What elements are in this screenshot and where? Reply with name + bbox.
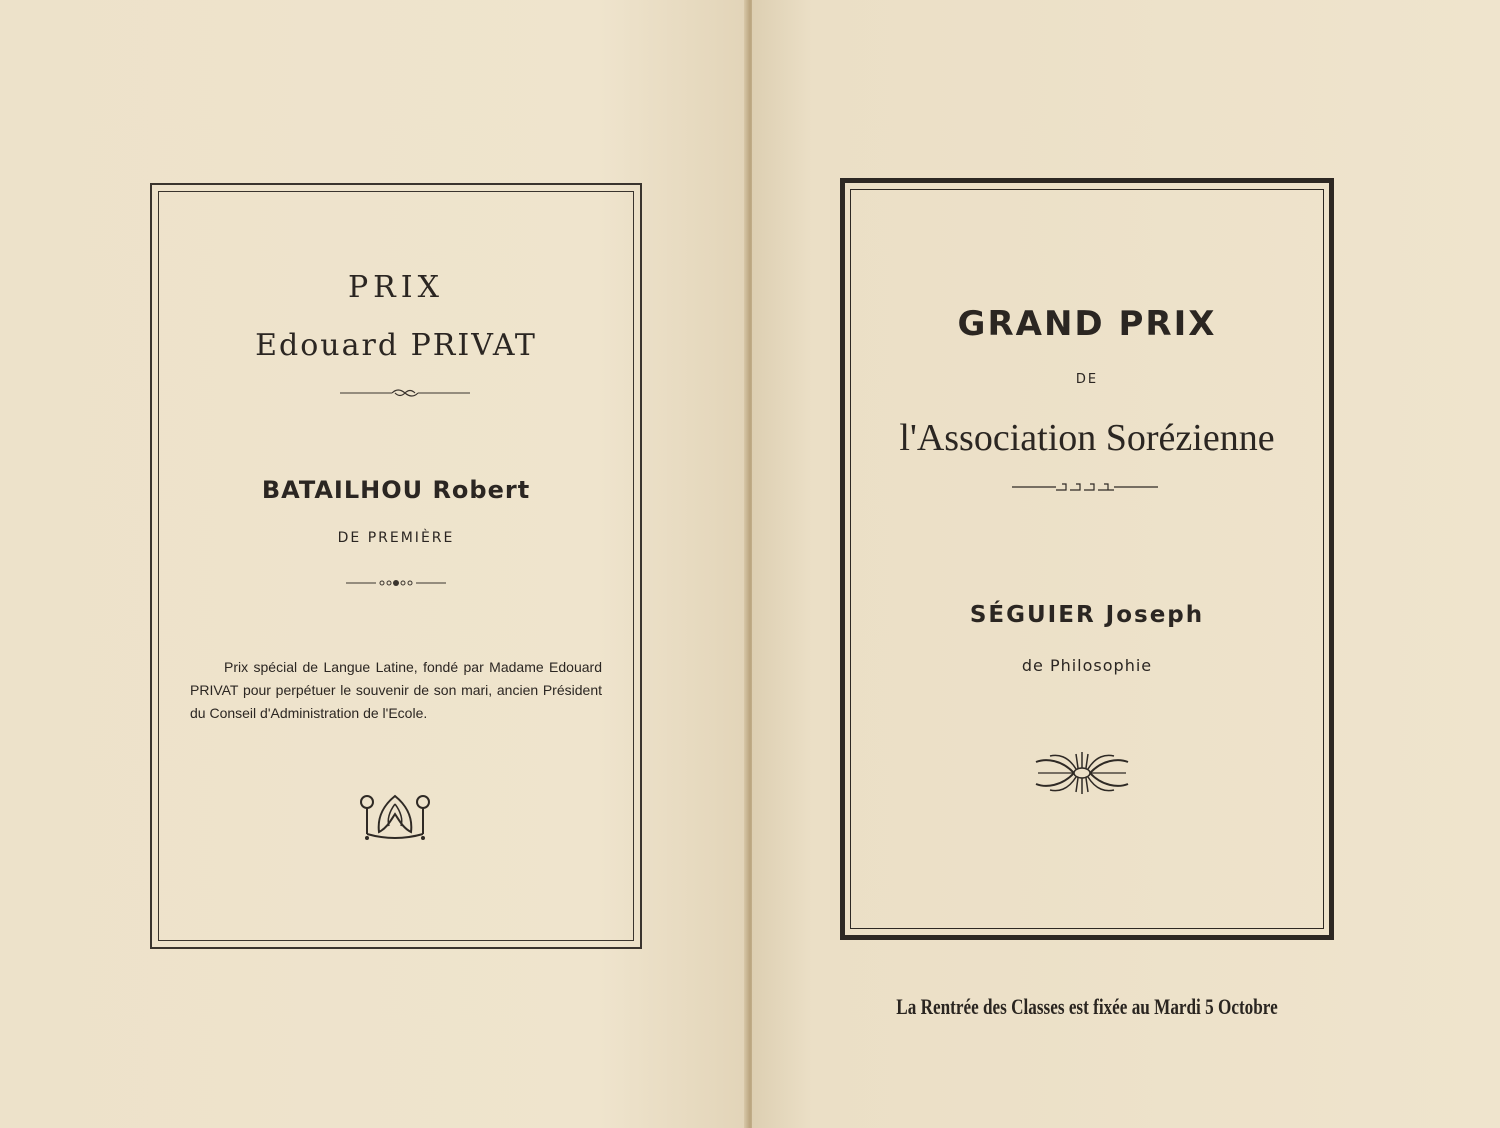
small-divider-icon bbox=[346, 576, 446, 590]
greek-key-divider-icon bbox=[1012, 480, 1158, 494]
divider-ornament-icon bbox=[340, 386, 470, 400]
left-page bbox=[0, 0, 748, 1128]
floral-ornament-icon bbox=[357, 790, 433, 844]
reopening-notice: La Rentrée des Classes est fixée au Mardi 5 Octobre bbox=[896, 994, 1278, 1019]
prize-name: Edouard PRIVAT bbox=[255, 328, 537, 363]
class-label-right: de Philosophie bbox=[1021, 656, 1153, 675]
class-label: DE PREMIÈRE bbox=[337, 530, 455, 546]
prize-note: Prix spécial de Langue Latine, fondé par Madame Edouard PRIVAT pour perpétuer le souvenir de son mari, ancien Président du Conseil d'Administration de l'Ecole. bbox=[190, 659, 602, 721]
sunburst-ornament-icon bbox=[1032, 750, 1132, 796]
laureate-name-right: SÉGUIER Joseph bbox=[969, 602, 1205, 628]
right-frame bbox=[840, 178, 1334, 940]
prize-word: PRIX bbox=[348, 270, 444, 305]
grand-prix-title: GRAND PRIX bbox=[957, 304, 1217, 344]
de-label: DE bbox=[1075, 372, 1099, 387]
laureate-name: BATAILHOU Robert bbox=[261, 476, 531, 504]
association-name: l'Association Sorézienne bbox=[899, 417, 1275, 459]
